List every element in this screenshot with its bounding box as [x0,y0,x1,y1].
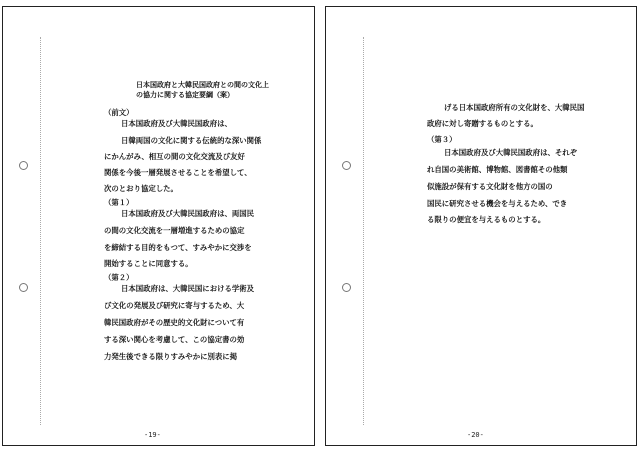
article-2-heading: （第２） [104,273,134,282]
punch-hole-bottom [19,283,28,292]
punch-hole-top [19,161,28,170]
binding-margin-line [363,37,364,425]
continuation-line-2: 政府に対し寄贈するものとする。 [427,119,538,128]
article-1-line-4: 開始することに同意する。 [104,259,193,268]
document-title-line-1: 日本国政府と大韓民国政府との間の文化上 [136,80,269,89]
preamble-line-5: 次のとおり協定した。 [104,184,178,193]
article-3-line-4: 国民に研究させる機会を与えるため、でき [427,199,568,208]
article-1-line-3: を締結する目的をもつて、すみやかに交渉を [104,243,252,252]
preamble-line-1: 日本国政府及び大韓民国政府は、 [121,119,232,128]
article-3-heading: （第３） [427,135,457,144]
preamble-line-2: 日韓両国の文化に関する伝統的な深い関係 [121,136,262,145]
article-3-line-1: 日本国政府及び大韓民国政府は、それぞ [444,148,578,157]
article-2-line-2: び文化の発展及び研究に寄与するため、大 [104,301,245,310]
punch-hole-top [342,161,351,170]
binding-margin-line [40,37,41,425]
document-page-20 [325,6,637,446]
page-number: -20- [467,431,484,439]
article-1-line-2: の間の文化交流を一層増進するための協定 [104,226,245,235]
preamble-line-4: 関係を今後一層発展させることを希望して、 [104,168,252,177]
preamble-heading: （前文） [104,108,134,117]
article-3-line-3: 似施設が保有する文化財を他方の国の [427,182,553,191]
article-2-line-1: 日本国政府は、大韓民国における学術及 [121,284,255,293]
continuation-line-1: げる日本国政府所有の文化財を、大韓民国 [444,103,585,112]
punch-hole-bottom [342,283,351,292]
page-number: -19- [144,431,161,439]
article-1-heading: （第１） [104,198,134,207]
article-2-line-3: 韓民国政府がその歴史的文化財について有 [104,318,245,327]
document-page-19 [2,6,315,446]
article-3-line-5: る限りの便宜を与えるものとする。 [427,215,546,224]
preamble-line-3: にかんがみ、相互の間の文化交流及び友好 [104,152,245,161]
article-2-line-5: 力発生後できる限りすみやかに別表に掲 [104,352,238,361]
article-1-line-1: 日本国政府及び大韓民国政府は、両国民 [121,209,255,218]
article-3-line-2: れ自国の美術館、博物館、図書館その他類 [427,165,568,174]
article-2-line-4: する深い関心を考慮して、この協定書の効 [104,335,245,344]
document-title-line-2: の協力に関する協定要綱（案） [136,90,234,99]
